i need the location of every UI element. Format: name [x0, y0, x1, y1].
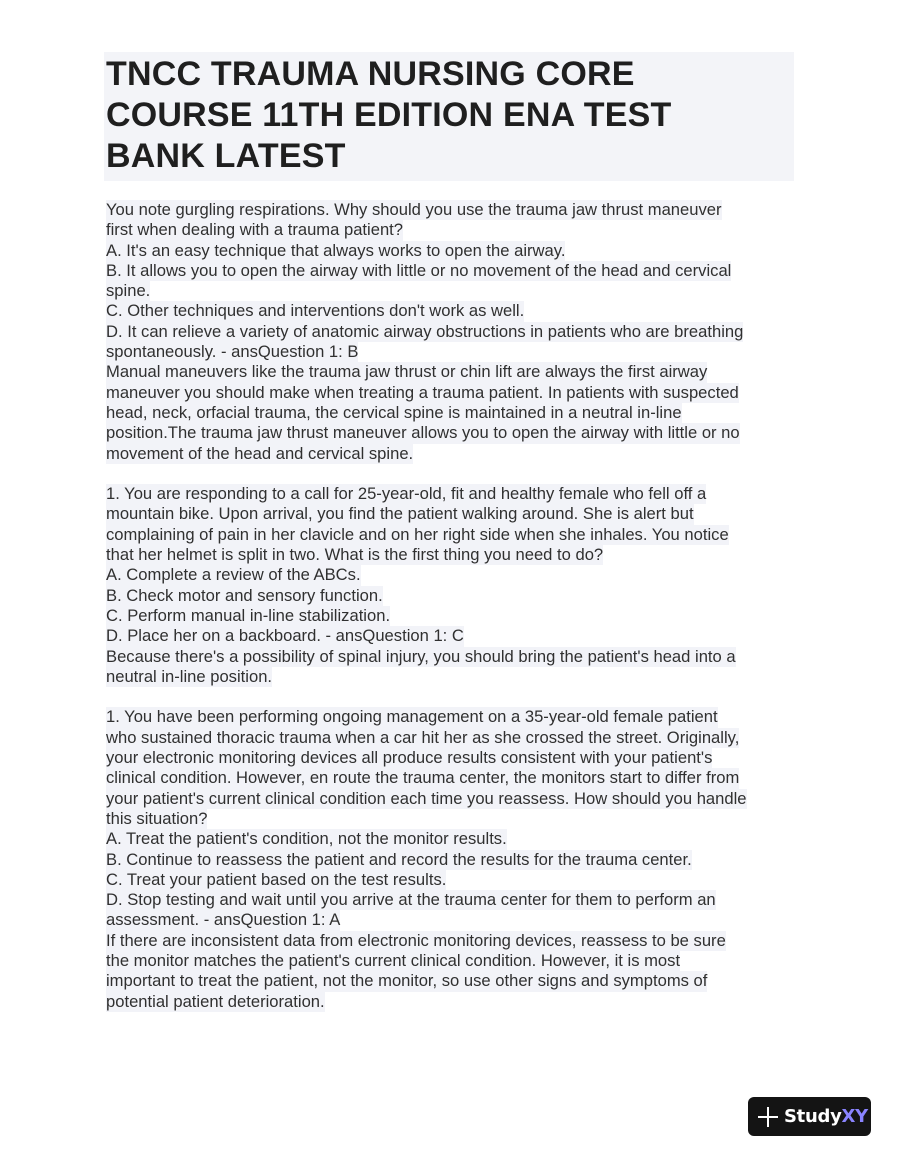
- text-line: assessment. - ansQuestion 1: A: [106, 910, 341, 930]
- text-line: A. It's an easy technique that always works to open the airway.: [106, 240, 566, 260]
- text-line: important to treat the patient, not the monitor, so use other signs and symptoms of: [106, 971, 708, 991]
- logo-text-accent: XY: [841, 1106, 868, 1127]
- title-line: BANK LATEST: [106, 137, 346, 175]
- text-line-row: [106, 768, 796, 788]
- text-line: A. Treat the patient's condition, not the monitor results.: [106, 829, 507, 849]
- text-line: clinical condition. However, en route the trauma center, the monitors start to differ from: [106, 768, 740, 788]
- text-line-row: [106, 910, 796, 930]
- text-line-row: [106, 789, 796, 809]
- text-line: complaining of pain in her clavicle and on her right side when she inhales. You notice: [106, 524, 729, 544]
- text-line-row: [106, 200, 796, 220]
- text-line-row: [106, 383, 796, 403]
- text-line-row: [106, 809, 796, 829]
- text-line-row: [106, 931, 796, 951]
- text-line-row: [106, 241, 796, 261]
- text-line: the monitor matches the patient's current clinical condition. However, it is most: [106, 950, 681, 970]
- text-line: position.The trauma jaw thrust maneuver allows you to open the airway with little or no: [106, 423, 740, 443]
- text-line-row: [106, 565, 796, 585]
- text-line-row: [106, 362, 796, 382]
- plus-icon: [758, 1107, 778, 1127]
- text-line: B. It allows you to open the airway with little or no movement of the head and cervical: [106, 260, 732, 280]
- logo-text: [784, 1106, 868, 1127]
- text-line: A. Complete a review of the ABCs.: [106, 565, 361, 585]
- text-line-row: [106, 545, 796, 565]
- text-line: D. Stop testing and wait until you arrive at the trauma center for them to perform an: [106, 890, 716, 910]
- text-line: 1. You have been performing ongoing management on a 35-year-old female patient: [106, 707, 718, 727]
- text-line: that her helmet is split in two. What is the first thing you need to do?: [106, 545, 604, 565]
- text-line-row: [106, 951, 796, 971]
- text-line-row: [106, 525, 796, 545]
- text-line: first when dealing with a trauma patient?: [106, 220, 404, 240]
- document-body: [106, 200, 796, 1012]
- text-line: B. Continue to reassess the patient and record the results for the trauma center.: [106, 849, 692, 869]
- text-line: neutral in-line position.: [106, 666, 273, 686]
- text-line-row: [106, 423, 796, 443]
- text-line-row: [106, 322, 796, 342]
- text-line-row: [106, 626, 796, 646]
- text-line: C. Perform manual in-line stabilization.: [106, 605, 391, 625]
- text-line: 1. You are responding to a call for 25-year-old, fit and healthy female who fell off a: [106, 484, 707, 504]
- text-line-row: [106, 829, 796, 849]
- text-line-row: [106, 707, 796, 727]
- studyxy-logo: [748, 1097, 871, 1136]
- text-line: spine.: [106, 281, 151, 301]
- text-line-row: [106, 728, 796, 748]
- text-line: movement of the head and cervical spine.: [106, 443, 414, 463]
- document-title: [106, 54, 790, 177]
- text-line: If there are inconsistent data from electronic monitoring devices, reassess to be sure: [106, 930, 726, 950]
- text-line-row: [106, 870, 796, 890]
- logo-text-main: Study: [784, 1106, 842, 1127]
- title-line: TNCC TRAUMA NURSING CORE: [106, 55, 635, 93]
- text-line-row: [106, 301, 796, 321]
- text-line-row: [106, 484, 796, 504]
- title-line: COURSE 11TH EDITION ENA TEST: [106, 96, 672, 134]
- text-line-row: [106, 890, 796, 910]
- text-line: D. It can relieve a variety of anatomic airway obstructions in patients who are breathing: [106, 321, 744, 341]
- text-line-row: [106, 748, 796, 768]
- text-line: You note gurgling respirations. Why should you use the trauma jaw thrust maneuver: [106, 200, 722, 219]
- text-line-row: [106, 342, 796, 362]
- text-line-row: [106, 606, 796, 626]
- question-block-3: [106, 707, 796, 1011]
- text-line: maneuver you should make when treating a trauma patient. In patients with suspected: [106, 382, 739, 402]
- text-line: head, neck, orfacial trauma, the cervical spine is maintained in a neutral in-line: [106, 402, 682, 422]
- text-line: D. Place her on a backboard. - ansQuestion 1: C: [106, 626, 464, 646]
- text-line-row: [106, 220, 796, 240]
- text-line: potential patient deterioration.: [106, 991, 325, 1011]
- question-block-1: [106, 200, 796, 464]
- text-line: this situation?: [106, 808, 208, 828]
- text-line-row: [106, 586, 796, 606]
- text-line: who sustained thoracic trauma when a car hit her as she crossed the street. Originally,: [106, 727, 740, 747]
- text-line: mountain bike. Upon arrival, you find the patient walking around. She is alert but: [106, 504, 694, 524]
- text-line-row: [106, 504, 796, 524]
- question-block-2: [106, 484, 796, 687]
- text-line: B. Check motor and sensory function.: [106, 585, 383, 605]
- text-line-row: [106, 403, 796, 423]
- text-line-row: [106, 444, 796, 464]
- text-line: C. Other techniques and interventions don't work as well.: [106, 301, 525, 321]
- text-line: Because there's a possibility of spinal injury, you should bring the patient's head into a: [106, 646, 736, 666]
- text-line-row: [106, 647, 796, 667]
- text-line-row: [106, 667, 796, 687]
- text-line: your electronic monitoring devices all produce results consistent with your patient's: [106, 748, 713, 768]
- text-line: C. Treat your patient based on the test results.: [106, 869, 447, 889]
- title-box: [104, 52, 794, 181]
- text-line-row: [106, 850, 796, 870]
- text-line: your patient's current clinical condition each time you reassess. How should you handle: [106, 788, 747, 808]
- text-line-row: [106, 971, 796, 991]
- text-line-row: [106, 992, 796, 1012]
- text-line-row: [106, 261, 796, 281]
- text-line-row: [106, 281, 796, 301]
- document-page: [106, 52, 796, 1032]
- text-line: spontaneously. - ansQuestion 1: B: [106, 342, 359, 362]
- text-line: Manual maneuvers like the trauma jaw thrust or chin lift are always the first airway: [106, 362, 708, 382]
